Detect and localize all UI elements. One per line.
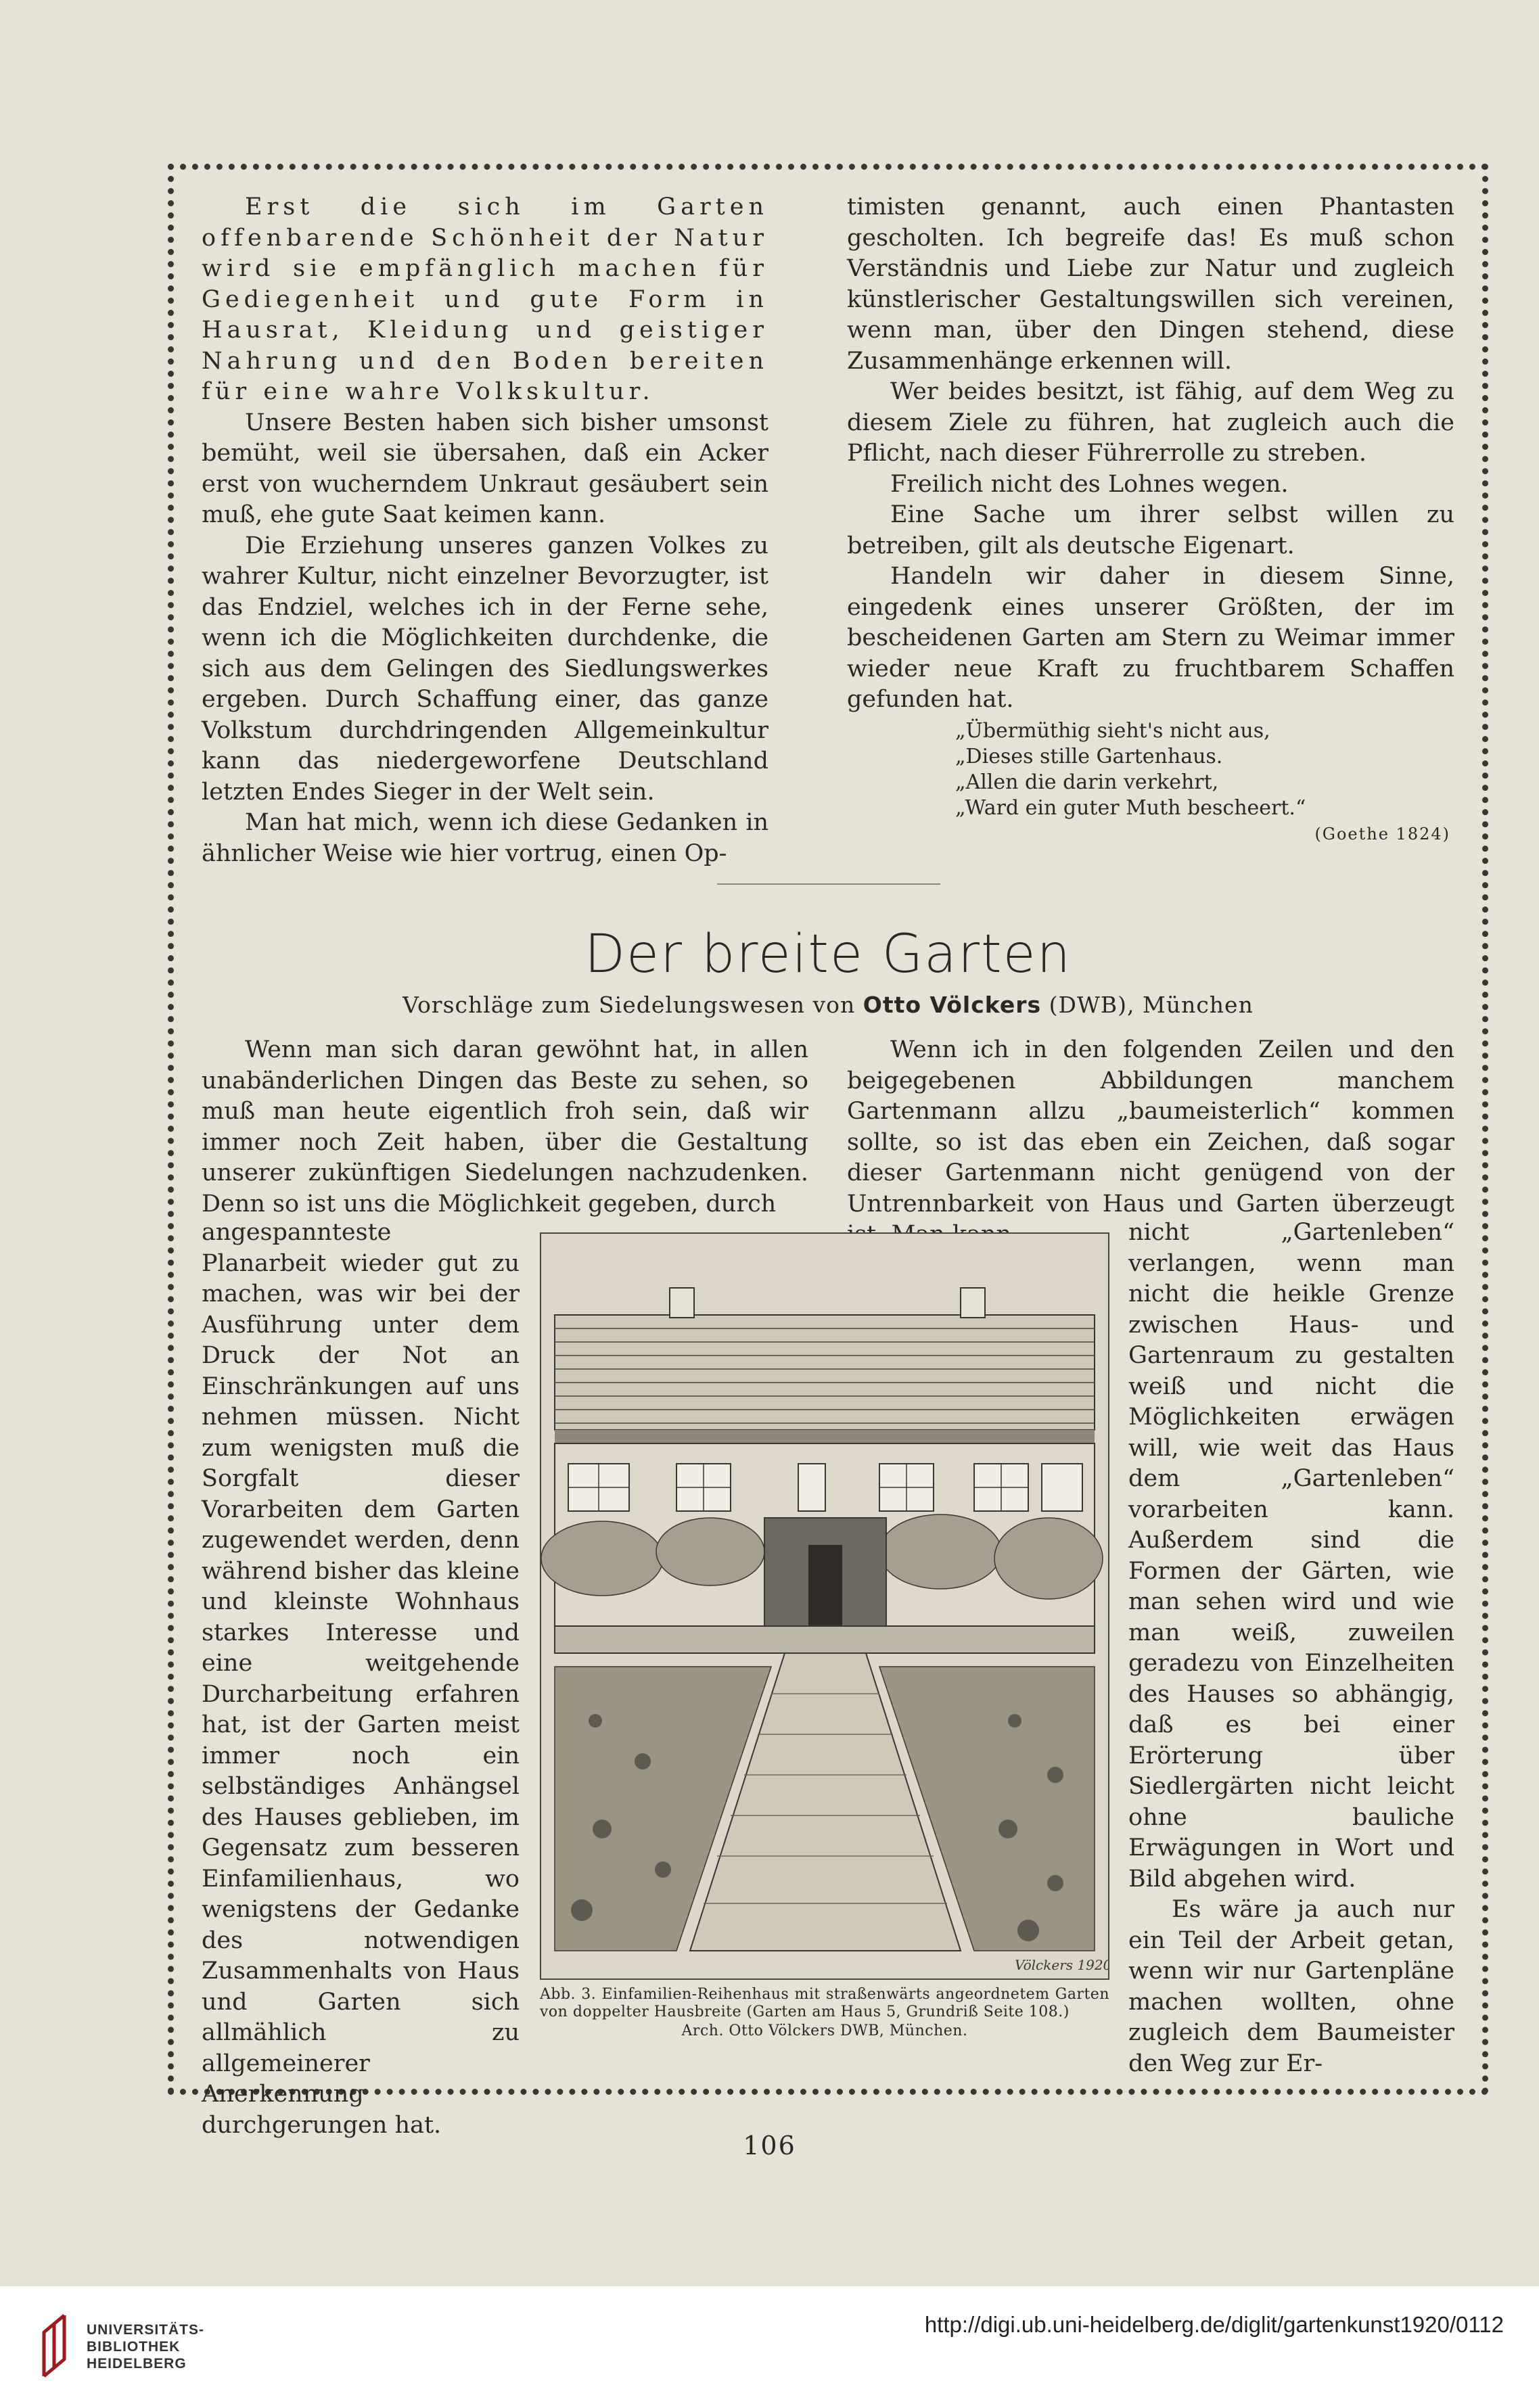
footer-bar bbox=[0, 2286, 1539, 2408]
illustration-drawing bbox=[541, 1234, 1108, 1978]
article-subtitle bbox=[168, 992, 1488, 1018]
paragraph: Erst die sich im Garten offenbarende Schönheit der Natur wird sie empfänglich machen für Gediegenheit und gute Form in Hausrat, Kleidung und geistiger Nahrung und den Boden bereiten für eine wahre Volkskultur. bbox=[202, 193, 768, 405]
quote-line: „Übermüthig sieht's nicht aus, bbox=[955, 718, 1270, 743]
source-url-link[interactable]: http://digi.ub.uni-heidelberg.de/diglit/gartenkunst1920/0112 bbox=[924, 2312, 1504, 2337]
page-number: 106 bbox=[743, 2131, 796, 2160]
quote-line: „Dieses stille Gartenhaus. bbox=[955, 744, 1223, 768]
top-right-column bbox=[847, 192, 1454, 847]
quote-source: (Goethe 1824) bbox=[1314, 824, 1450, 843]
section-divider bbox=[717, 883, 940, 885]
paragraph: Wenn man sich daran gewöhnt hat, in allen unabänderlichen Dingen das Beste zu sehen, so muß man heute eigentlich froh sein, daß wir immer noch Zeit haben, über die Gestaltung unserer zukünftigen Siedelungen nachzudenken. Denn so ist uns die Möglichkeit gegeben, durch bbox=[202, 1036, 808, 1218]
paragraph: Die Erziehung unseres ganzen Volkes zu wahrer Kultur, nicht einzelner Bevorzugter, ist das Endziel, welches ich in der Ferne sehe, wenn ich die Möglichkeiten durchdenke, die sich aus dem Gelingen des Siedlungswerkes ergeben. Durch Schaffung einer, das ganze Volkstum durchdringenden Allgemeinkultur kann das niedergeworfene Deutschland letzten Endes Sieger in der Welt sein. bbox=[202, 532, 768, 806]
paragraph: timisten genannt, auch einen Phantasten gescholten. Ich begreife das! Es muß schon Verständnis und Liebe zur Natur und zugleich künstlerischer Gestaltungswillen sich vereinen, wenn man, über den Dingen stehend, diese Zusammenhänge erkennen will. bbox=[847, 193, 1454, 375]
library-name-line: BIBLIOTHEK bbox=[87, 2339, 181, 2355]
caption-architect: Arch. Otto Völckers DWB, München. bbox=[681, 2022, 968, 2039]
paragraph: nicht „Gartenleben“ verlangen, wenn man nicht die heikle Grenze zwischen Haus- und Gartenraum zu gestalten weiß und nicht die Möglichkeiten erwägen will, wie weit das Haus dem „Gartenleben“ vorarbeiten kann. Außerdem sind die Formen der Gärten, wie man sehen wird und wie man weiß, zuweilen geradezu von Einzelheiten des Hauses so abhängig, daß es bei einer Erörterung über Siedlergärten nicht leicht ohne bauliche Erwägungen in Wort und Bild abgehen wird. bbox=[1128, 1219, 1454, 1893]
paragraph: angespannteste Planarbeit wieder gut zu machen, was wir bei der Ausführung unter dem Druck der Not an Einschränkungen auf uns nehmen müssen. Nicht zum wenigsten muß die Sorgfalt dieser Vorarbeiten dem Garten zugewendet werden, denn während bisher das kleine und kleinste Wohnhaus starkes Interesse und eine weitgehende Durcharbeitung erfahren hat, ist der Garten meist immer noch ein selbständiges Anhängsel des Hauses geblieben, im Gegensatz zum besseren Einfamilienhaus, wo wenigstens der Gedanke des notwendigen Zusammenhalts von Haus und Garten sich allmählich zu allgemeinerer Anerkennung durchgerungen hat. bbox=[202, 1219, 520, 2139]
paragraph: Unsere Besten haben sich bisher umsonst bemüht, weil sie übersahen, daß ein Acker erst von wucherndem Unkraut gesäubert sein muß, ehe gute Saat keimen kann. bbox=[202, 409, 768, 528]
top-left-column bbox=[202, 192, 768, 869]
library-name-line: HEIDELBERG bbox=[87, 2356, 187, 2371]
house-garden-illustration bbox=[540, 1232, 1109, 1980]
quote-line: „Allen die darin verkehrt, bbox=[955, 770, 1219, 794]
subtitle-prefix: Vorschläge zum Siedelungswesen von bbox=[403, 992, 856, 1018]
quote-line: „Ward ein guter Muth bescheert.“ bbox=[955, 795, 1306, 820]
illustration-signature: Völckers 1920 bbox=[1015, 1957, 1108, 1973]
library-name bbox=[87, 2321, 204, 2372]
paragraph: Handeln wir daher in diesem Sinne, eingedenk eines unserer Größten, der im bescheidenen Garten am Stern zu Weimar immer wieder neue Kraft zu fruchtbarem Schaffen gefunden hat. bbox=[847, 563, 1454, 713]
paragraph: Man hat mich, wenn ich diese Gedanken in ähnlicher Weise wie hier vortrug, einen Op- bbox=[202, 809, 768, 867]
library-logo-icon bbox=[37, 2312, 78, 2380]
author-name: Otto Völckers bbox=[863, 992, 1042, 1018]
paragraph: Es wäre ja auch nur ein Teil der Arbeit getan, wenn wir nur Gartenpläne machen wollten, ohne zugleich dem Baumeister den Weg zur Er- bbox=[1128, 1896, 1454, 2077]
library-name-line: UNIVERSITÄTS- bbox=[87, 2322, 205, 2338]
goethe-quote bbox=[955, 718, 1454, 847]
paragraph: Wenn ich in den folgenden Zeilen und den beigegebenen Abbildungen manchem Gartenmann allzu „baumeisterlich“ kommen sollte, so ist das eben ein Zeichen, daß sogar dieser Gartenmann nicht genügend von der Untrennbarkeit von Haus und Garten überzeugt bbox=[847, 1036, 1454, 1218]
figure-caption bbox=[540, 1986, 1109, 2040]
caption-text: Abb. 3. Einfamilien-Reihenhaus mit straßenwärts angeordnetem Garten von doppelter Hausbreite (Garten am Haus 5, Grundriß Seite 108.) bbox=[540, 1986, 1109, 2020]
paragraph: Eine Sache um ihrer selbst willen zu betreiben, gilt als deutsche Eigenart. bbox=[847, 501, 1454, 559]
subtitle-suffix: (DWB), München bbox=[1049, 992, 1254, 1018]
paragraph: Wer beides besitzt, ist fähig, auf dem Weg zu diesem Ziele zu führen, hat zugleich auch die Pflicht, nach dieser Führerrolle zu streben. bbox=[847, 378, 1454, 467]
article-title: Der breite Garten bbox=[584, 924, 1072, 985]
paragraph: Freilich nicht des Lohnes wegen. bbox=[890, 470, 1289, 498]
bottom-left-narrow-column bbox=[202, 1218, 520, 2141]
bottom-left-intro bbox=[202, 1035, 808, 1220]
bottom-right-narrow-column bbox=[1128, 1218, 1454, 2079]
